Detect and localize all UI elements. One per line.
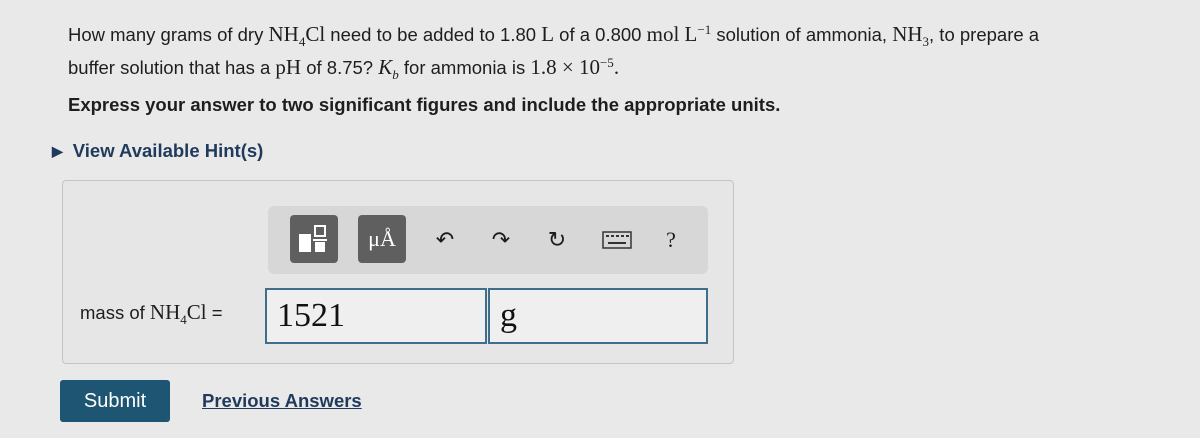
redo-icon[interactable]: ↷ (491, 227, 511, 252)
superscript-minus-1: −1 (697, 22, 712, 37)
question-text: of 8.75? (301, 57, 379, 79)
unit-mol-per-liter: mol L (646, 22, 698, 47)
question-text: for ammonia is (398, 57, 531, 79)
nh3-formula (892, 22, 930, 50)
nh4cl-formula (149, 300, 207, 328)
question-line-1 (68, 22, 1039, 50)
keyboard-icon-svg (602, 231, 632, 249)
question-text: need to be added to 1.80 (325, 24, 542, 46)
question-text: , to prepare a (929, 24, 1040, 46)
view-hints-link[interactable] (52, 140, 263, 162)
subscript-4: 4 (180, 312, 187, 328)
hint-label: View Available Hint(s) (72, 140, 264, 161)
formula-cl: Cl (186, 300, 207, 324)
help-button[interactable]: ? (666, 227, 676, 252)
template-button[interactable] (290, 215, 338, 263)
instruction-text: Express your answer to two significant figures and include the appropriate units. (68, 94, 781, 115)
question-text: solution of ammonia, (711, 24, 893, 46)
question-text: buffer solution that has a (68, 57, 276, 79)
previous-answers-link[interactable]: Previous Answers (202, 390, 362, 411)
nh4cl-formula (268, 22, 326, 50)
formula-nh: NH (268, 22, 299, 47)
question-text: How many grams of dry (68, 24, 269, 46)
units-label: μÅ (368, 226, 396, 251)
kb-value: 1.8 × 10 (530, 55, 600, 80)
subscript-4: 4 (298, 34, 306, 50)
unit-liter: L (541, 22, 555, 47)
formula-cl: Cl (305, 22, 326, 47)
reset-icon[interactable]: ↻ (547, 227, 567, 252)
question-text: of a 0.800 (554, 24, 647, 46)
value-input[interactable]: 1521 (265, 288, 487, 344)
superscript-minus-5: −5 (599, 55, 614, 70)
template-icon (297, 224, 331, 254)
mass-of-text: mass of (80, 302, 150, 323)
undo-icon[interactable]: ↶ (435, 227, 455, 252)
k-letter: K (378, 55, 393, 80)
formula-nh: NH (892, 22, 923, 47)
submit-button[interactable]: Submit (60, 380, 170, 422)
question-line-2 (68, 55, 619, 83)
kb-symbol (378, 55, 399, 83)
equals-sign: = (206, 302, 223, 323)
triangle-right-icon: ▶ (52, 142, 63, 159)
unit-input[interactable]: g (488, 288, 708, 344)
subscript-3: 3 (922, 34, 930, 50)
units-button[interactable] (358, 215, 406, 263)
period: . (613, 55, 620, 80)
subscript-b: b (392, 67, 399, 83)
answer-label (80, 300, 223, 328)
ph-symbol: pH (275, 55, 302, 80)
keyboard-icon[interactable] (600, 225, 634, 255)
formula-nh: NH (149, 300, 181, 324)
